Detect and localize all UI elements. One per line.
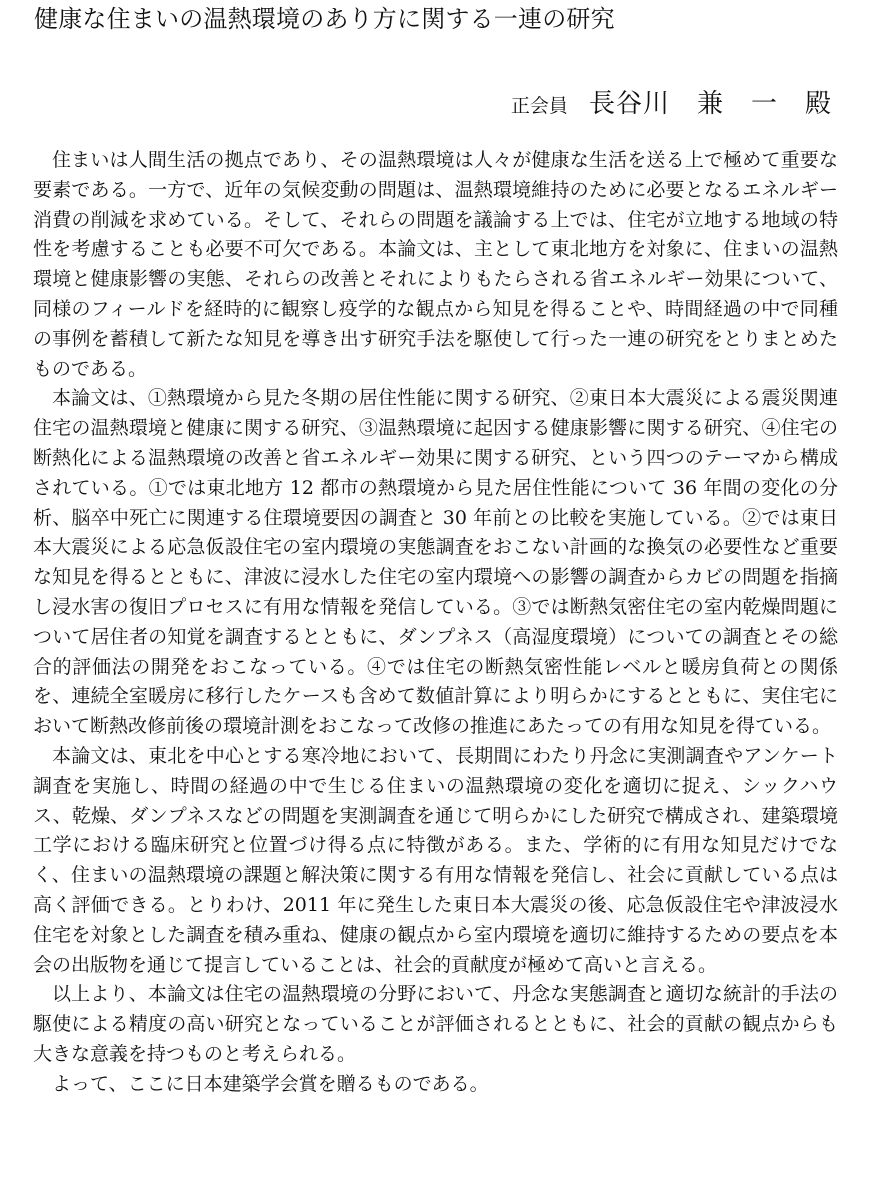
author-line — [511, 86, 832, 125]
body-paragraph-3: 本論文は、東北を中心とする寒冷地において、長期間にわたり丹念に実測調査やアンケート調査を実施し、時間の経過の中で生じる住まいの温熱環境の変化を適切に捉え、シックハウス、乾燥、ダンプネスなどの問題を実測調査を通じて明らかにした研究で構成され、建築環境工学における臨床研究と位置づけ得る点に特徴がある。また、学術的に有用な知見だけでなく、住まいの温熱環境の課題と解決策に関する有用な情報を発信し、社会に貢献している点は高く評価できる。とりわけ、2011 年に発生した東日本大震災の後、応急仮設住宅や津波浸水住宅を対象とした調査を積み重ね、健康の観点から室内環境を適切に維持するための要点を本会の出版物を通じて提言していることは、社会的貢献度が極めて高いと言える。 — [33, 744, 838, 976]
author-name: 長谷川 兼 一 殿 — [588, 89, 832, 119]
author-role: 正会員 — [510, 95, 568, 117]
document-body — [33, 146, 838, 1100]
body-paragraph-5: よって、ここに日本建築学会賞を贈るものである。 — [52, 1072, 489, 1095]
body-paragraph-1: 住まいは人間生活の拠点であり、その温熱環境は人々が健康な生活を送る上で極めて重要な要素である。一方で、近年の気候変動の問題は、温熱環境維持のために必要となるエネルギー消費の削減を求めている。そして、それらの問題を議論する上では、住宅が立地する地域の特性を考慮することも必要不可欠である。本論文は、主として東北地方を対象に、住まいの温熱環境と健康影響の実態、それらの改善とそれによりもたらされる省エネルギー効果について、同様のフィールドを経時的に観察し疫学的な観点から知見を得ることや、時間経過の中で同種の事例を蓄積して新たな知見を導き出す研究手法を駆使して行った一連の研究をとりまとめたものである。 — [33, 149, 838, 380]
document-title: 健康な住まいの温熱環境のあり方に関する一連の研究 — [34, 5, 615, 33]
body-paragraph-4: 以上より、本論文は住宅の温熱環境の分野において、丹念な実態調査と適切な統計的手法の駆使による精度の高い研究となっていることが評価されるとともに、社会的貢献の観点からも大きな意義を持つものと考えられる。 — [33, 983, 838, 1065]
body-paragraph-2: 本論文は、①熱環境から見た冬期の居住性能に関する研究、②東日本大震災による震災関連住宅の温熱環境と健康に関する研究、③温熱環境に起因する健康影響に関する研究、④住宅の断熱化による温熱環境の改善と省エネルギー効果に関する研究、という四つのテーマから構成されている。①では東北地方 12 都市の熱環境から見た居住性能について 36 年間の変化の分析、脳卒中死亡に関連する住環境要因の調査と 30 年前との比較を実施している。②では東日本大震災による応急仮設住宅の室内環境の実態調査をおこない計画的な換気の必要性など重要な知見を得るとともに、津波に浸水した住宅の室内環境への影響の調査からカビの問題を指摘し浸水害の復旧プロセスに有用な情報を発信している。③では断熱気密住宅の室内乾燥問題について居住者の知覚を調査するとともに、ダンプネス（高湿度環境）についての調査とその総合的評価法の開発をおこなっている。④では住宅の断熱気密性能レベルと暖房負荷との関係を、連続全室暖房に移行したケースも含めて数値計算により明らかにするとともに、実住宅において断熱改修前後の環境計測をおこなって改修の推進にあたっての有用な知見を得ている。 — [33, 387, 838, 738]
